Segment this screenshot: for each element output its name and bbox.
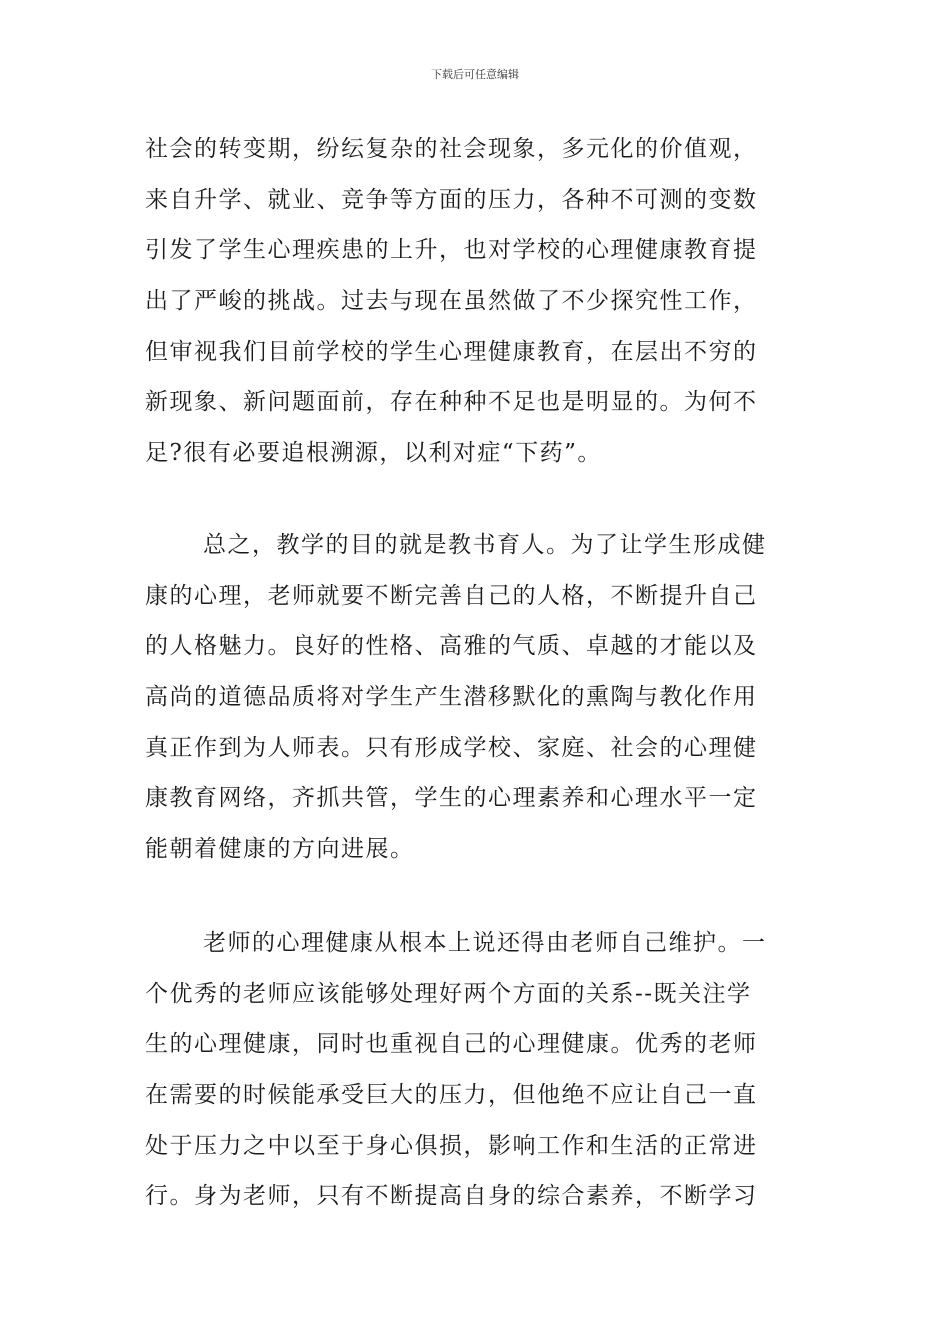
paragraph-2	[145, 520, 810, 875]
text-line: 生的心理健康，同时也重视自己的心理健康。优秀的老师	[145, 1031, 758, 1058]
text-line: 处于压力之中以至于身心俱损，影响工作和生活的正常进	[145, 1132, 758, 1159]
text-line: 高尚的道德品质将对学生产生潜移默化的熏陶与教化作用	[145, 684, 758, 711]
text-line: 来自升学、就业、竞争等方面的压力，各种不可测的变数	[145, 186, 758, 213]
text-line: 能朝着健康的方向进展。	[145, 836, 415, 863]
text-line: 总之，教学的目的就是教书育人。为了让学生形成健	[203, 532, 767, 558]
text-line: 出了严峻的挑战。过去与现在虽然做了不少探究性工作，	[145, 288, 758, 315]
text-line: 的人格魅力。良好的性格、高雅的气质、卓越的才能以及	[145, 633, 758, 660]
text-line: 新现象、新问题面前，存在种种不足也是明显的。为何不	[145, 389, 758, 416]
text-line: 康教育网络，齐抓共管，学生的心理素养和心理水平一定	[145, 785, 758, 812]
text-line: 老师的心理健康从根本上说还得由老师自己维护。一	[203, 930, 767, 956]
text-line: 在需要的时候能承受巨大的压力，但他绝不应让自己一直	[145, 1082, 758, 1109]
page-header: 下载后可任意编辑	[431, 68, 519, 81]
text-line: 真正作到为人师表。只有形成学校、家庭、社会的心理健	[145, 734, 758, 761]
paragraph-1	[145, 124, 810, 479]
paragraph-3	[145, 918, 810, 1222]
text-line: 社会的转变期，纷纭复杂的社会现象，多元化的价值观，	[145, 136, 758, 162]
text-line: 足?很有必要追根溯源，以利对症“下药”。	[145, 440, 602, 467]
text-line: 引发了学生心理疾患的上升，也对学校的心理健康教育提	[145, 237, 758, 264]
text-line: 行。身为老师，只有不断提高自身的综合素养，不断学习	[145, 1183, 758, 1210]
text-line: 康的心理，老师就要不断完善自己的人格，不断提升自己	[145, 582, 758, 609]
text-line: 个优秀的老师应该能够处理好两个方面的关系--既关注学	[145, 980, 752, 1007]
text-line: 但审视我们目前学校的学生心理健康教育，在层出不穷的	[145, 338, 758, 365]
